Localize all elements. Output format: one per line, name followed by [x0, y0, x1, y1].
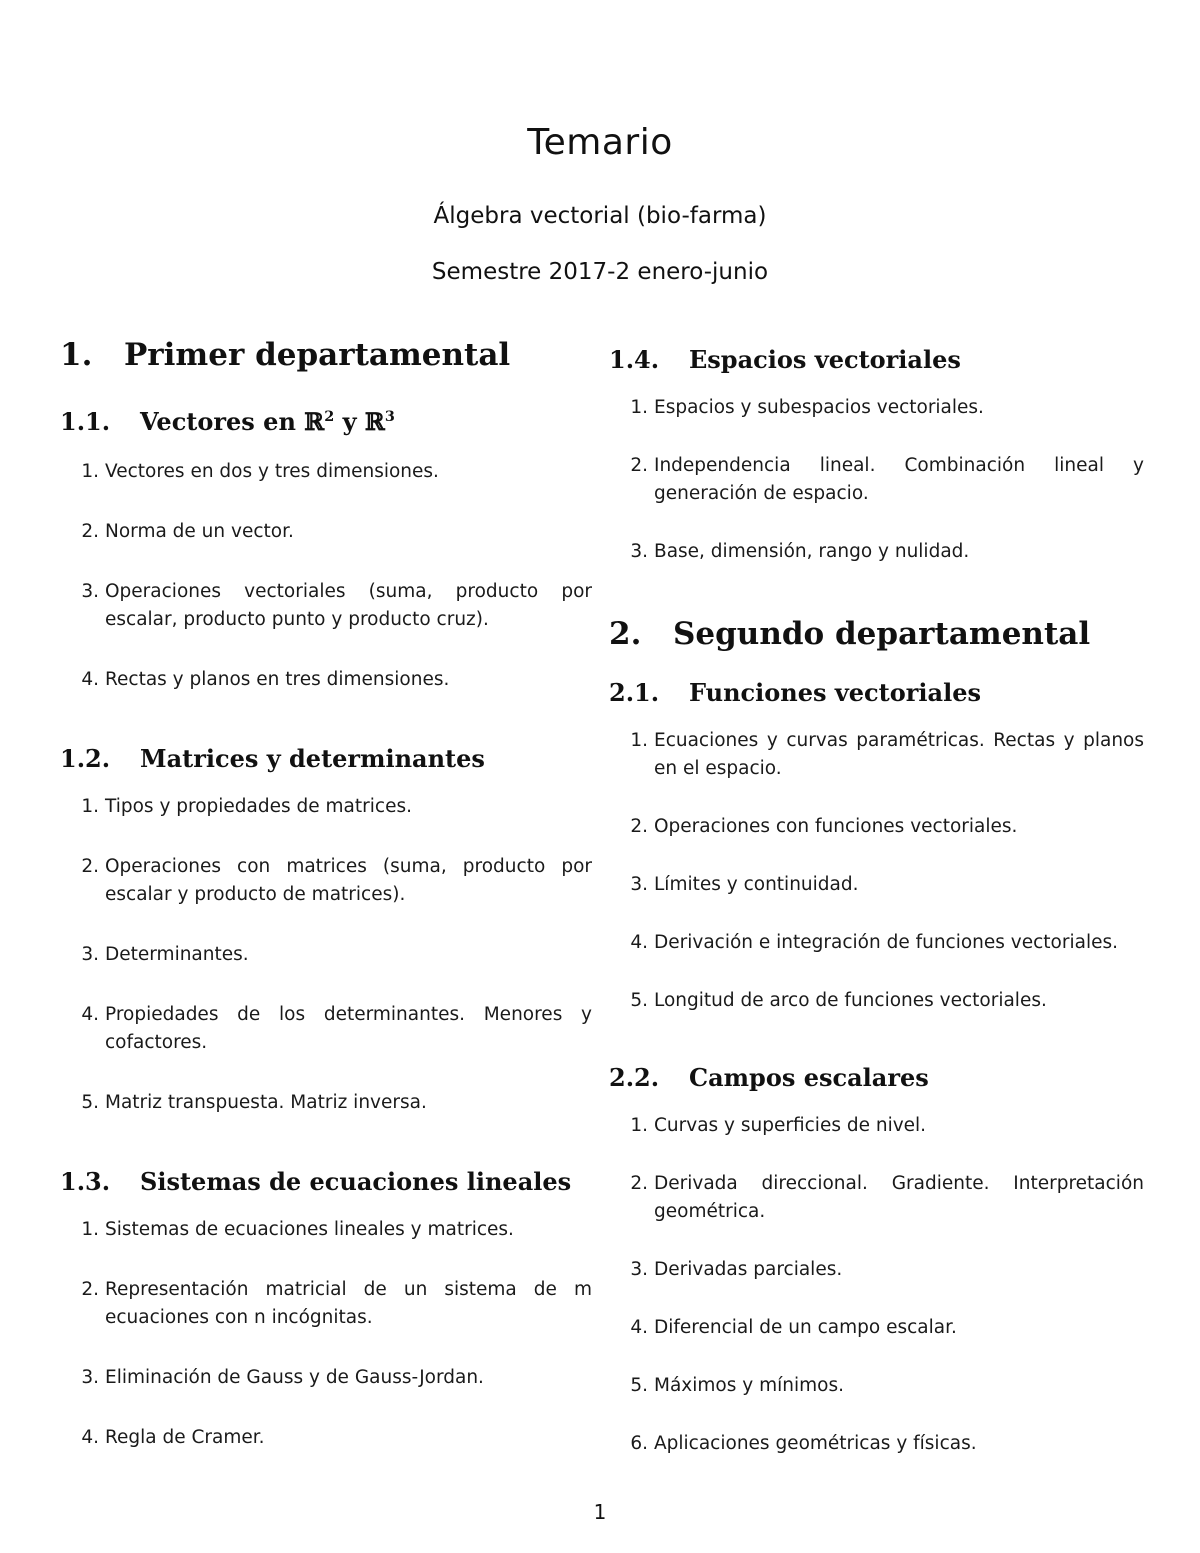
subsection-heading — [609, 1063, 1144, 1092]
item-text: Sistemas de ecuaciones lineales y matrices. — [105, 1219, 514, 1240]
subsection-heading — [60, 744, 592, 773]
section-heading — [60, 337, 592, 373]
item-text: Máximos y mínimos. — [654, 1375, 844, 1396]
list-item — [60, 1276, 592, 1332]
subsection-title: Matrices y determinantes — [140, 744, 485, 773]
item-text: Norma de un vector. — [105, 521, 294, 542]
document-title: Temario — [527, 122, 673, 163]
list-item — [609, 727, 1144, 783]
list-item — [60, 1424, 592, 1452]
title-prefix: Vectores en ℝ — [140, 407, 325, 436]
item-text: Independencia lineal. Combinación lineal y generación de espacio. — [654, 455, 1144, 504]
item-text: Espacios y subespacios vectoriales. — [654, 397, 984, 418]
item-number: 1. — [630, 397, 648, 418]
list-item — [60, 458, 592, 486]
item-text: Matriz transpuesta. Matriz inversa. — [105, 1092, 427, 1113]
item-text: Vectores en dos y tres dimensiones. — [105, 461, 439, 482]
subsection-title: Funciones vectoriales — [689, 678, 981, 707]
item-number: 3. — [630, 1259, 648, 1280]
list-item — [60, 1364, 592, 1392]
list-item — [609, 1314, 1144, 1342]
item-number: 4. — [81, 669, 99, 690]
item-text: Derivada direccional. Gradiente. Interpretación geométrica. — [654, 1173, 1144, 1222]
item-number: 1. — [630, 730, 648, 751]
list-item — [609, 1430, 1144, 1458]
item-number: 4. — [630, 932, 648, 953]
item-number: 5. — [81, 1092, 99, 1113]
list-item — [60, 853, 592, 909]
item-text: Operaciones vectoriales (suma, producto por escalar, producto punto y producto cruz). — [105, 581, 592, 630]
item-number: 3. — [81, 1367, 99, 1388]
item-text: Curvas y superficies de nivel. — [654, 1115, 927, 1136]
item-text: Regla de Cramer. — [105, 1427, 265, 1448]
subsection-heading — [60, 1167, 592, 1196]
item-text: Límites y continuidad. — [654, 874, 859, 895]
item-number: 1. — [81, 461, 99, 482]
item-number: 2. — [630, 816, 648, 837]
subsection-number: 1.2. — [60, 744, 111, 773]
item-number: 4. — [81, 1004, 99, 1025]
subsection-number: 2.1. — [609, 678, 660, 707]
section-title: Segundo departamental — [673, 616, 1091, 652]
list-item — [60, 1001, 592, 1057]
item-number: 1. — [81, 796, 99, 817]
item-text: Operaciones con matrices (suma, producto por escalar y producto de matrices). — [105, 856, 592, 905]
item-number: 6. — [630, 1433, 648, 1454]
item-text: Derivadas parciales. — [654, 1259, 843, 1280]
list-item — [60, 941, 592, 969]
list-item — [60, 518, 592, 546]
subsection-title: Espacios vectoriales — [689, 345, 961, 374]
list-item — [60, 666, 592, 694]
right-column — [609, 335, 1144, 1458]
item-text: Representación matricial de un sistema de m ecuaciones con n incógnitas. — [105, 1279, 592, 1328]
item-list — [60, 1216, 592, 1452]
subsection-title: Campos escalares — [689, 1063, 929, 1092]
list-item — [60, 578, 592, 634]
section-number: 1. — [60, 337, 93, 373]
page-number: 1 — [593, 1500, 607, 1524]
item-text: Determinantes. — [105, 944, 249, 965]
list-item — [609, 1170, 1144, 1226]
item-text: Diferencial de un campo escalar. — [654, 1317, 957, 1338]
subsection-heading — [609, 678, 1144, 707]
superscript: 2 — [324, 408, 335, 425]
list-item — [609, 1112, 1144, 1140]
item-number: 2. — [630, 455, 648, 476]
item-number: 2. — [81, 521, 99, 542]
list-item — [609, 987, 1144, 1015]
list-item — [609, 394, 1144, 422]
item-number: 3. — [81, 944, 99, 965]
subsection-number: 1.4. — [609, 345, 660, 374]
item-text: Ecuaciones y curvas paramétricas. Rectas y planos en el espacio. — [654, 730, 1144, 779]
item-number: 5. — [630, 1375, 648, 1396]
left-column — [60, 335, 592, 1452]
item-number: 4. — [81, 1427, 99, 1448]
item-list — [60, 793, 592, 1117]
list-item — [60, 1089, 592, 1117]
item-text: Operaciones con funciones vectoriales. — [654, 816, 1018, 837]
list-item — [609, 452, 1144, 508]
list-item — [609, 871, 1144, 899]
semester-label: Semestre 2017-2 enero-junio — [431, 259, 769, 285]
item-number: 3. — [630, 874, 648, 895]
subsection-title — [140, 407, 395, 436]
item-list — [60, 458, 592, 694]
subsection-number: 2.2. — [609, 1063, 660, 1092]
title-mid: y ℝ — [334, 407, 385, 436]
item-number: 5. — [630, 990, 648, 1011]
list-item — [609, 813, 1144, 841]
item-number: 3. — [81, 581, 99, 602]
section-heading — [609, 616, 1144, 652]
list-item — [609, 1372, 1144, 1400]
subsection-title: Sistemas de ecuaciones lineales — [140, 1167, 572, 1196]
item-number: 2. — [81, 856, 99, 877]
item-number: 3. — [630, 541, 648, 562]
list-item — [609, 538, 1144, 566]
item-text: Derivación e integración de funciones vectoriales. — [654, 932, 1118, 953]
item-text: Tipos y propiedades de matrices. — [105, 796, 412, 817]
list-item — [609, 929, 1144, 957]
subsection-heading — [609, 345, 1144, 374]
course-name: Álgebra vectorial (bio-farma) — [433, 203, 767, 229]
section-number: 2. — [609, 616, 642, 652]
subsection-heading — [60, 407, 592, 436]
item-number: 2. — [81, 1279, 99, 1300]
item-text: Eliminación de Gauss y de Gauss-Jordan. — [105, 1367, 484, 1388]
item-list — [609, 1112, 1144, 1458]
list-item — [609, 1256, 1144, 1284]
item-number: 2. — [630, 1173, 648, 1194]
section-title: Primer departamental — [124, 337, 511, 373]
list-item — [60, 793, 592, 821]
item-list — [609, 394, 1144, 566]
item-text: Propiedades de los determinantes. Menores y cofactores. — [105, 1004, 592, 1053]
superscript: 3 — [384, 408, 395, 425]
item-text: Rectas y planos en tres dimensiones. — [105, 669, 450, 690]
item-text: Longitud de arco de funciones vectoriales. — [654, 990, 1047, 1011]
item-number: 1. — [630, 1115, 648, 1136]
subsection-number: 1.1. — [60, 407, 111, 436]
item-list — [609, 727, 1144, 1015]
item-number: 4. — [630, 1317, 648, 1338]
subsection-number: 1.3. — [60, 1167, 111, 1196]
item-number: 1. — [81, 1219, 99, 1240]
item-text: Base, dimensión, rango y nulidad. — [654, 541, 970, 562]
item-text: Aplicaciones geométricas y físicas. — [654, 1433, 977, 1454]
list-item — [60, 1216, 592, 1244]
